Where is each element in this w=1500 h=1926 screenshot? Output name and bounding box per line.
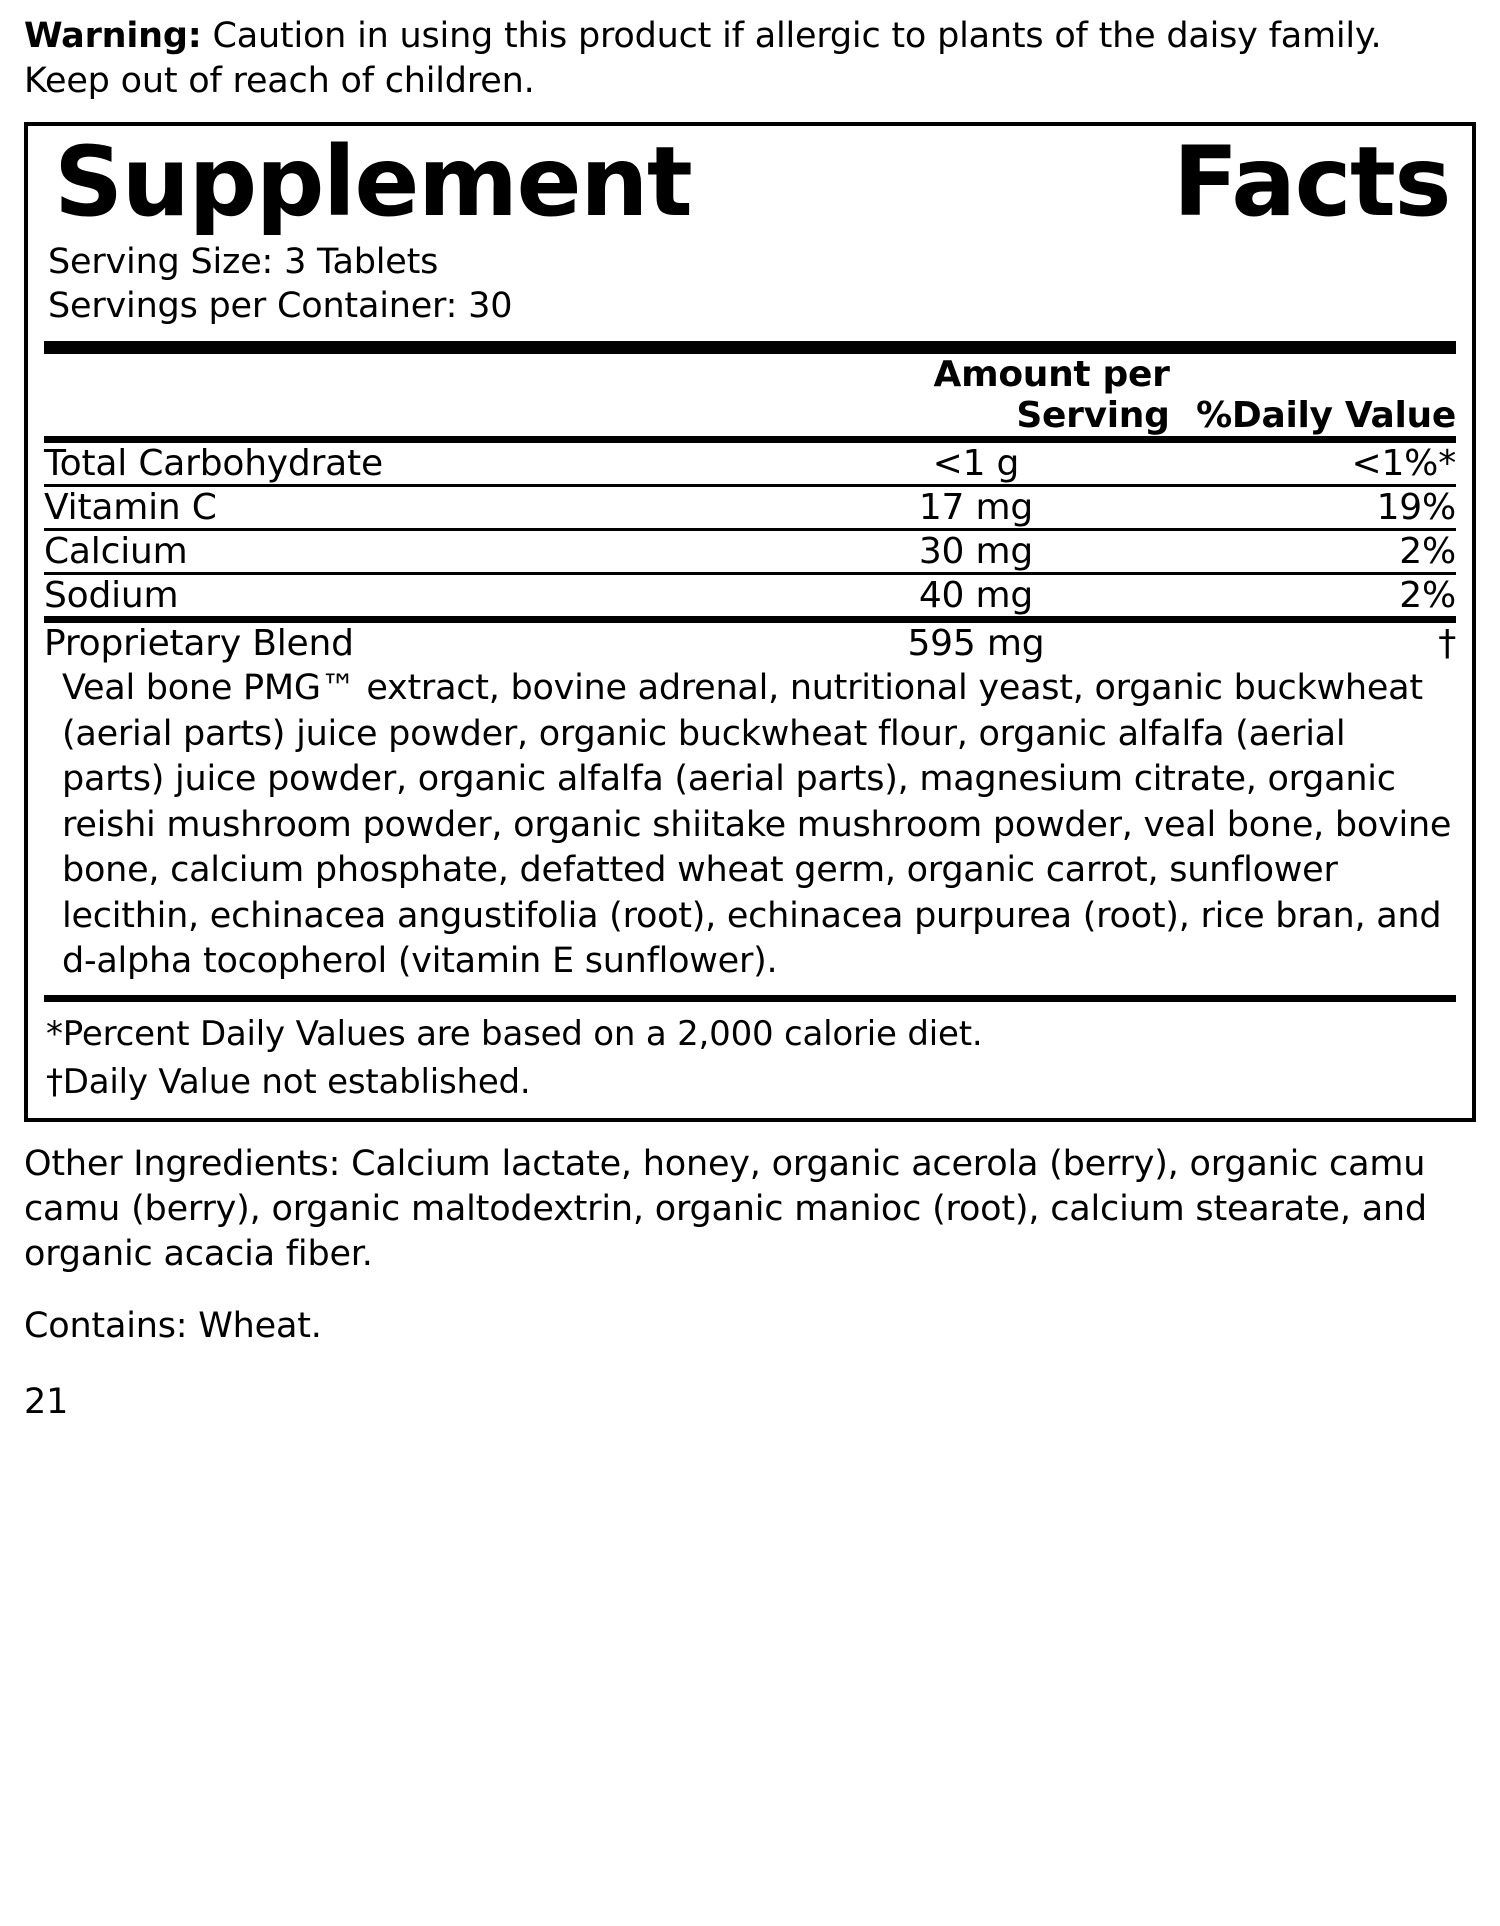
table-row [44, 530, 1456, 574]
footnote-dv-not-established: †Daily Value not established. [46, 1061, 531, 1102]
table-row [44, 486, 1456, 530]
other-ingredients: Other Ingredients: Calcium lactate, honey, organic acerola (berry), organic camu camu (berry), organic maltodextrin, organic manioc (root), calcium stearate, and organic acacia fiber. [24, 1143, 1427, 1274]
rule-below-blend [44, 995, 1456, 1002]
nutrition-table [44, 354, 1456, 436]
nutrient-name: Total Carbohydrate [44, 443, 778, 486]
nutrient-rows [44, 443, 1456, 616]
nutrient-daily-value: 2% [1399, 575, 1456, 617]
rule-header-bottom [44, 436, 1456, 443]
nutrient-amount: 17 mg [778, 486, 1173, 530]
nutrient-name: Sodium [44, 575, 179, 617]
warning-label: Warning: [24, 16, 202, 56]
nutrient-daily-value: <1%* [1174, 443, 1456, 486]
rule-top-thick [44, 341, 1456, 354]
table-row [44, 443, 1456, 486]
warning-text [24, 14, 1454, 104]
proprietary-blend-row [44, 623, 1456, 664]
header-amount-per-serving: Amount per Serving [933, 354, 1170, 437]
blend-name: Proprietary Blend [44, 623, 354, 665]
nutrient-daily-value: 2% [1174, 530, 1456, 574]
nutrient-name: Calcium [44, 530, 778, 574]
blend-daily-value: † [1438, 623, 1456, 665]
contains-allergens: Contains: Wheat. [24, 1306, 322, 1347]
serving-size: Serving Size: 3 Tablets [48, 241, 439, 282]
nutrient-name: Vitamin C [44, 486, 778, 530]
header-daily-value: %Daily Value [1196, 395, 1456, 437]
blend-ingredients-list: Veal bone PMG™ extract, bovine adrenal, nutritional yeast, organic buckwheat (aerial parts) juice powder, organic buckwheat flour, organic alfalfa (aerial parts) juice powder, organic alfalfa (aerial parts), magnesium citrate, organic reishi mushroom powder, organic shiitake mushroom powder, veal bone, bovine bone, calcium phosphate, defatted wheat germ, organic carrot, sunflower lecithin, echinacea angustifolia (root), echinacea purpurea (root), rice bran, and d-alpha tocopherol (vitamin E sunflower). [62, 668, 1452, 982]
page-number: 21 [24, 1382, 69, 1423]
footnotes [44, 1002, 1456, 1106]
servings-per-container: Servings per Container: 30 [48, 286, 513, 327]
title-word-facts: Facts [1172, 125, 1450, 238]
nutrient-amount: 30 mg [778, 530, 1173, 574]
supplement-facts-panel [24, 122, 1476, 1122]
warning-body: Caution in using this product if allergic to plants of the daisy family. Keep out of reach of children. [24, 16, 1382, 101]
title-word-supplement: Supplement [54, 125, 692, 238]
table-row [44, 574, 1456, 617]
header-nutrient [44, 354, 778, 436]
table-row [44, 623, 1456, 664]
nutrient-amount: <1 g [778, 443, 1173, 486]
blend-amount: 595 mg [907, 623, 1045, 665]
supplement-facts-title [44, 125, 1456, 238]
nutrient-amount: 40 mg [918, 575, 1033, 617]
footnote-daily-values: *Percent Daily Values are based on a 2,000 calorie diet. [46, 1013, 983, 1054]
nutrient-daily-value: 19% [1174, 486, 1456, 530]
table-header-row [44, 354, 1456, 436]
rule-above-blend [44, 616, 1456, 623]
